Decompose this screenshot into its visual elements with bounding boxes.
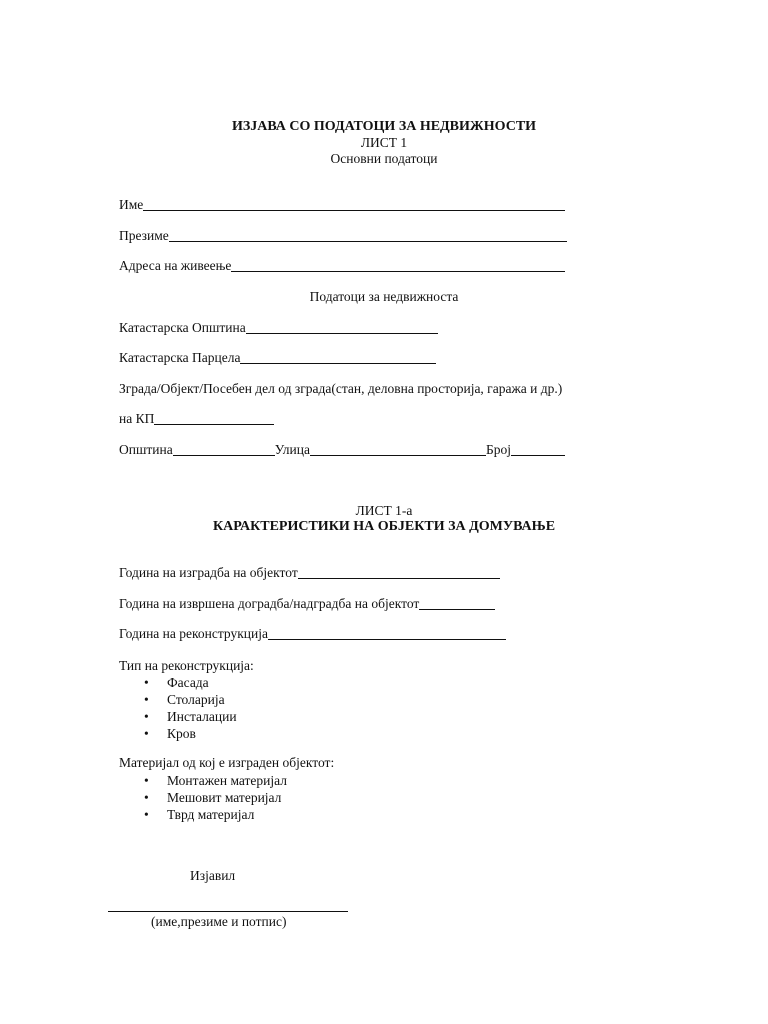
address-label: Адреса на живеење bbox=[119, 258, 232, 273]
bullet-icon: • bbox=[144, 807, 149, 822]
number-label: Број bbox=[485, 442, 511, 457]
name-label: Име bbox=[119, 197, 144, 212]
cadastral-municipality-label: Катастарска Општина bbox=[119, 320, 246, 335]
address-line[interactable] bbox=[231, 259, 565, 272]
cadastral-parcel-label: Катастарска Парцела bbox=[119, 350, 241, 365]
extension-year-field[interactable] bbox=[119, 596, 495, 612]
kp-line[interactable] bbox=[154, 412, 274, 425]
surname-line[interactable] bbox=[169, 229, 567, 242]
bullet-icon: • bbox=[144, 709, 149, 724]
address-field[interactable] bbox=[119, 258, 565, 274]
construction-year-field[interactable] bbox=[119, 565, 500, 581]
cadastral-parcel-field[interactable] bbox=[119, 350, 436, 366]
municipality-label: Општина bbox=[119, 442, 173, 457]
municipality-line[interactable] bbox=[173, 443, 275, 456]
list-item bbox=[144, 725, 237, 742]
list-item-label: Мешовит материјал bbox=[167, 790, 282, 805]
sheet1a-label: ЛИСТ 1-а bbox=[355, 503, 413, 518]
list-item-label: Кров bbox=[167, 726, 196, 741]
building-type-text: Зграда/Објект/Посебен дел од зграда(стан, деловна просторија, гаража и др.) bbox=[119, 381, 563, 396]
street-line[interactable] bbox=[310, 443, 486, 456]
list-item bbox=[144, 772, 287, 789]
sheet1-subtitle: Основни податоци bbox=[330, 151, 438, 166]
list-item-label: Монтажен материјал bbox=[167, 773, 287, 788]
extension-year-line[interactable] bbox=[419, 597, 495, 610]
reconstruction-type-list bbox=[144, 674, 237, 742]
document-title: ИЗЈАВА СО ПОДАТОЦИ ЗА НЕДВИЖНОСТИ bbox=[231, 119, 537, 134]
bullet-icon: • bbox=[144, 675, 149, 690]
list-item bbox=[144, 691, 237, 708]
cadastral-parcel-line[interactable] bbox=[240, 351, 436, 364]
reconstruction-year-line[interactable] bbox=[268, 627, 506, 640]
name-field[interactable] bbox=[119, 197, 565, 213]
bullet-icon: • bbox=[144, 773, 149, 788]
number-line[interactable] bbox=[511, 443, 565, 456]
street-label: Улица bbox=[274, 442, 310, 457]
list-item-label: Инсталации bbox=[167, 709, 237, 724]
sheet1-label: ЛИСТ 1 bbox=[360, 135, 408, 150]
list-item bbox=[144, 708, 237, 725]
list-item-label: Тврд материјал bbox=[167, 807, 255, 822]
list-item bbox=[144, 674, 237, 691]
property-heading: Податоци за недвижноста bbox=[309, 289, 459, 304]
construction-year-line[interactable] bbox=[298, 566, 500, 579]
signature-caption: (име,презиме и потпис) bbox=[151, 914, 287, 929]
sheet1a-title: КАРАКТЕРИСТИКИ НА ОБЈЕКТИ ЗА ДОМУВАЊЕ bbox=[212, 519, 556, 534]
extension-year-label: Година на извршена доградба/надградба на објектот bbox=[119, 596, 420, 611]
material-label: Материјал од кој е изграден објектот: bbox=[119, 755, 335, 770]
list-item-label: Фасада bbox=[167, 675, 209, 690]
kp-field[interactable] bbox=[119, 411, 274, 427]
surname-field[interactable] bbox=[119, 228, 567, 244]
material-list bbox=[144, 772, 287, 823]
reconstruction-year-label: Година на реконструкција bbox=[119, 626, 268, 641]
reconstruction-year-field[interactable] bbox=[119, 626, 506, 642]
kp-label: на КП bbox=[119, 411, 155, 426]
construction-year-label: Година на изградба на објектот bbox=[119, 565, 298, 580]
location-field[interactable] bbox=[119, 442, 565, 458]
bullet-icon: • bbox=[144, 692, 149, 707]
signature-line[interactable] bbox=[108, 911, 348, 912]
cadastral-municipality-field[interactable] bbox=[119, 320, 438, 336]
cadastral-municipality-line[interactable] bbox=[246, 321, 438, 334]
list-item-label: Столарија bbox=[167, 692, 225, 707]
surname-label: Презиме bbox=[119, 228, 169, 243]
list-item bbox=[144, 806, 287, 823]
reconstruction-type-label: Тип на реконструкција: bbox=[119, 658, 254, 673]
bullet-icon: • bbox=[144, 790, 149, 805]
name-line[interactable] bbox=[143, 198, 565, 211]
declared-label: Изјавил bbox=[190, 868, 236, 883]
list-item bbox=[144, 789, 287, 806]
bullet-icon: • bbox=[144, 726, 149, 741]
